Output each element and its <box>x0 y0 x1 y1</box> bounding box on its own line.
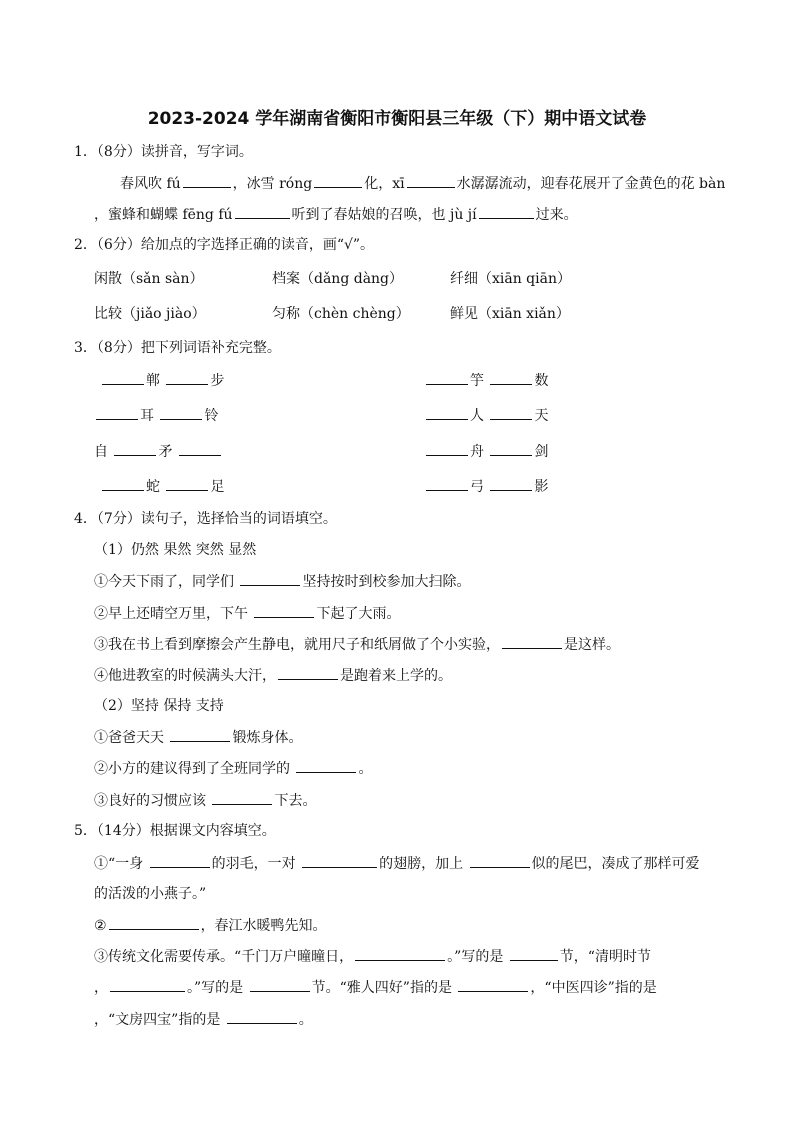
sentence-text: ①今天下雨了，同学们 <box>94 574 234 590</box>
idiom-char: 影 <box>534 479 549 495</box>
q1-heading: 1．（8分）读拼音，写字词。 <box>74 144 253 160</box>
answer-blank[interactable] <box>278 665 338 680</box>
sentence-text: 是跑着来上学的。 <box>340 668 452 684</box>
idiom-char: 铃 <box>204 408 219 424</box>
sentence-text: ，春江水暖鸭先知。 <box>200 918 327 934</box>
sentence-text: ②早上还晴空万里，下午 <box>94 606 248 622</box>
answer-blank[interactable] <box>302 853 377 868</box>
q1-line-2 <box>94 204 578 225</box>
idiom-char: 人 <box>470 408 484 424</box>
idiom-char: 竽 <box>470 373 484 389</box>
sentence-text: ①爸爸天天 <box>94 730 164 746</box>
sentence-text: ③良好的习惯应该 <box>94 793 206 809</box>
q4-sentence <box>94 758 372 779</box>
answer-blank[interactable] <box>114 441 156 456</box>
q1-text: 水潺潺流动，迎春花展开了金黄色的花 bàn <box>456 176 726 192</box>
sentence-text: ② <box>94 918 107 934</box>
idiom-char: 步 <box>210 373 225 389</box>
q4-word-bank-2: （2）坚持 保持 支持 <box>94 698 224 714</box>
idiom-item <box>424 370 548 391</box>
answer-blank[interactable] <box>254 603 314 618</box>
q3-heading: 3．（8分）把下列词语补充完整。 <box>74 340 281 356</box>
idiom-char: 数 <box>534 373 549 389</box>
answer-blank[interactable] <box>212 790 272 805</box>
idiom-char: 舟 <box>470 444 484 460</box>
q2-option: 比较（jiǎo jiào） <box>94 306 206 322</box>
q4-sentence <box>94 790 316 811</box>
idiom-char: 郸 <box>146 373 160 389</box>
sentence-text: 。 <box>358 761 373 777</box>
q1-text: 化，xī <box>364 176 405 192</box>
answer-blank[interactable] <box>490 405 532 420</box>
q1-text: 春风吹 fú <box>120 176 181 192</box>
answer-blank[interactable] <box>426 370 468 385</box>
sentence-text: 节，“清明时节 <box>559 949 651 965</box>
q4-sentence <box>94 571 470 592</box>
answer-blank[interactable] <box>314 173 362 188</box>
sentence-text: 的羽毛，一对 <box>211 856 296 872</box>
sentence-text: ，“中医四诊”指的是 <box>530 980 657 996</box>
answer-blank[interactable] <box>102 476 144 491</box>
sentence-text: 下起了大雨。 <box>316 606 401 622</box>
q2-option: 闲散（sǎn sàn） <box>94 271 204 287</box>
answer-blank[interactable] <box>109 915 199 930</box>
answer-blank[interactable] <box>296 758 356 773</box>
q2-option: 匀称（chèn chèng） <box>272 306 410 322</box>
idiom-item <box>424 405 548 426</box>
page-title: 2023-2024 学年湖南省衡阳市衡阳县三年级（下）期中语文试卷 <box>147 109 647 129</box>
q5-line <box>94 915 327 936</box>
q5-line <box>94 853 700 874</box>
answer-blank[interactable] <box>407 173 455 188</box>
sentence-text: 锻炼身体。 <box>232 730 303 746</box>
answer-blank[interactable] <box>355 946 445 961</box>
idiom-char: 矛 <box>158 444 173 460</box>
idiom-item <box>100 370 224 391</box>
answer-blank[interactable] <box>490 476 532 491</box>
answer-blank[interactable] <box>490 370 532 385</box>
answer-blank[interactable] <box>426 441 468 456</box>
q4-heading: 4．（7分）读句子，选择恰当的词语填空。 <box>74 511 337 527</box>
answer-blank[interactable] <box>160 405 202 420</box>
answer-blank[interactable] <box>479 204 534 219</box>
sentence-text: ②小方的建议得到了全班同学的 <box>94 761 290 777</box>
q2-heading: 2．（6分）给加点的字选择正确的读音，画“√”。 <box>74 237 375 253</box>
q1-text: 过来。 <box>535 207 578 223</box>
sentence-text: 。”写的是 <box>447 949 504 965</box>
q5-line <box>94 977 657 998</box>
answer-blank[interactable] <box>102 370 144 385</box>
answer-blank[interactable] <box>490 441 532 456</box>
answer-blank[interactable] <box>426 405 468 420</box>
q1-text: 听到了春姑娘的召唤，也 jù jí <box>291 207 477 223</box>
sentence-text: ，“文房四宝”指的是 <box>94 1012 221 1028</box>
answer-blank[interactable] <box>166 476 208 491</box>
sentence-text: ④他进教室的时候满头大汗， <box>94 668 276 684</box>
idiom-char: 耳 <box>140 408 154 424</box>
q4-sentence <box>94 634 620 655</box>
answer-blank[interactable] <box>510 946 558 961</box>
answer-blank[interactable] <box>227 1009 297 1024</box>
sentence-text: ①“一身 <box>94 856 144 872</box>
idiom-char: 自 <box>94 444 108 460</box>
q5-line <box>94 946 651 967</box>
idiom-char: 蛇 <box>146 479 160 495</box>
answer-blank[interactable] <box>166 370 208 385</box>
q5-line <box>94 1009 313 1030</box>
sentence-text: 的翅膀，加上 <box>379 856 464 872</box>
idiom-item <box>94 405 218 426</box>
sentence-text: ③我在书上看到摩擦会产生静电，就用尺子和纸屑做了个小实验， <box>94 637 500 653</box>
idiom-item <box>424 441 548 462</box>
answer-blank[interactable] <box>426 476 468 491</box>
sentence-text: 。 <box>298 1012 313 1028</box>
answer-blank[interactable] <box>240 571 300 586</box>
answer-blank[interactable] <box>502 634 562 649</box>
q2-option: 纤细（xiān qiān） <box>450 271 571 287</box>
idiom-char: 剑 <box>534 444 549 460</box>
q2-option: 档案（dǎng dàng） <box>272 271 404 287</box>
answer-blank[interactable] <box>250 977 310 992</box>
sentence-text: 是这样。 <box>564 637 620 653</box>
q1-text: ，冰雪 róng <box>232 176 313 192</box>
answer-blank[interactable] <box>170 727 230 742</box>
answer-blank[interactable] <box>96 405 138 420</box>
q5-heading: 5．（14分）根据课文内容填空。 <box>74 823 276 839</box>
idiom-item <box>94 441 223 462</box>
idiom-char: 足 <box>210 479 225 495</box>
idiom-char: 弓 <box>470 479 484 495</box>
idiom-item <box>100 476 224 497</box>
sentence-text: ， <box>94 980 108 996</box>
answer-blank[interactable] <box>235 204 290 219</box>
answer-blank[interactable] <box>458 977 528 992</box>
sentence-text: 坚持按时到校参加大扫除。 <box>302 574 471 590</box>
sentence-text: ③传统文化需要传承。“千门万户曈曈日， <box>94 949 354 965</box>
idiom-char: 天 <box>534 408 549 424</box>
answer-blank[interactable] <box>470 853 530 868</box>
sentence-text: 下去。 <box>274 793 317 809</box>
q4-sentence <box>94 665 452 686</box>
answer-blank[interactable] <box>179 441 221 456</box>
answer-blank[interactable] <box>183 173 231 188</box>
answer-blank[interactable] <box>110 977 185 992</box>
sentence-text: 。”写的是 <box>187 980 244 996</box>
sentence-text: 似的尾巴，凑成了那样可爱 <box>531 856 700 872</box>
q1-text: ，蜜蜂和蝴蝶 fēng fú <box>94 207 233 223</box>
sentence-text: 节。“雅人四好”指的是 <box>311 980 452 996</box>
q4-word-bank-1: （1）仍然 果然 突然 显然 <box>94 542 257 558</box>
q5-line: 的活泼的小燕子。” <box>94 886 207 902</box>
q4-sentence <box>94 603 400 624</box>
q2-option: 鲜见（xiān xiǎn） <box>450 306 570 322</box>
q4-sentence <box>94 727 302 748</box>
q1-line-1 <box>120 173 725 194</box>
answer-blank[interactable] <box>150 853 210 868</box>
idiom-item <box>424 476 548 497</box>
